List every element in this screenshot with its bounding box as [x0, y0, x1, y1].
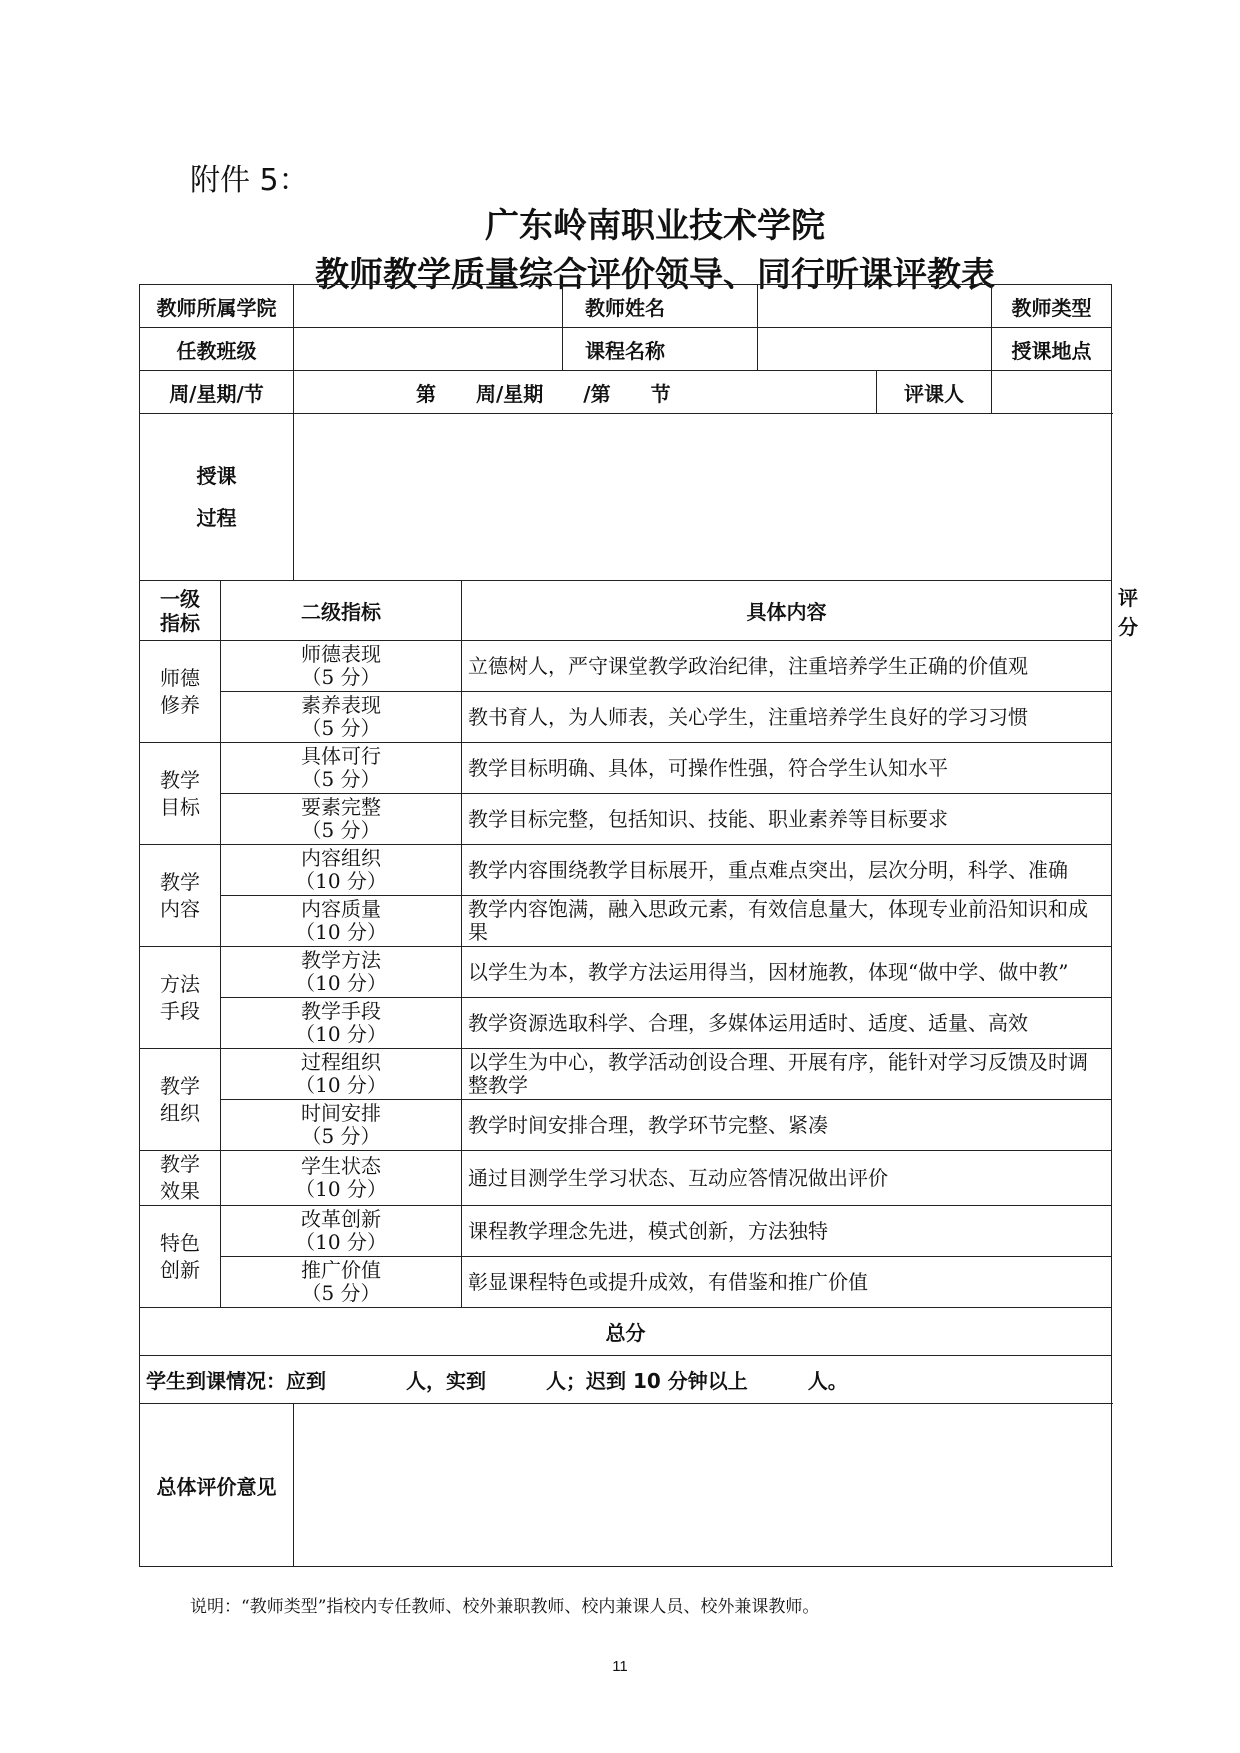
criteria-row [140, 692, 1112, 743]
total-label: 总分 [140, 1308, 1112, 1356]
location-label: 授课地点 [992, 328, 1112, 371]
level2-indicator [221, 1206, 462, 1257]
content-header: 具体内容 [462, 581, 1112, 641]
class-label: 任教班级 [140, 328, 294, 371]
criteria-row [140, 1049, 1112, 1100]
level2-indicator-points: （10 分） [295, 920, 387, 944]
level2-indicator-points: （10 分） [295, 869, 387, 893]
level2-indicator-points: （5 分） [301, 818, 381, 842]
criteria-row [140, 1257, 1112, 1308]
level1-indicator-text: 师德 [160, 665, 200, 690]
criteria-content: 教学内容围绕教学目标展开，重点难点突出，层次分明，科学、准确 [462, 845, 1112, 896]
criteria-row [140, 1100, 1112, 1151]
evaluator-field[interactable] [992, 371, 1112, 414]
level2-indicator [221, 794, 462, 845]
level1-indicator [140, 1206, 221, 1308]
level2-indicator [221, 1100, 462, 1151]
level2-indicator-points: （10 分） [295, 1177, 387, 1201]
criteria-row [140, 743, 1112, 794]
level2-indicator-name: 具体可行 [301, 744, 381, 768]
level1-indicator-text: 内容 [160, 896, 200, 921]
level2-indicator-name: 过程组织 [301, 1050, 381, 1074]
level1-indicator-text: 目标 [160, 794, 200, 819]
level2-indicator-name: 师德表现 [301, 642, 381, 666]
college-field[interactable] [294, 285, 563, 328]
level2-indicator-name: 内容组织 [301, 846, 381, 870]
level1-indicator-text: 教学 [160, 1152, 200, 1176]
level2-indicator-name: 学生状态 [301, 1154, 381, 1178]
level2-indicator-points: （10 分） [295, 1230, 387, 1254]
level1-indicator-text: 创新 [160, 1257, 200, 1282]
level2-indicator [221, 896, 462, 947]
level2-indicator-points: （5 分） [301, 767, 381, 791]
level2-indicator-name: 要素完整 [301, 795, 381, 819]
process-label [140, 414, 294, 581]
evaluator-label: 评课人 [877, 371, 992, 414]
level1-indicator-text: 方法 [160, 971, 200, 996]
footnote: 说明：“教师类型”指校内专任教师、校外兼职教师、校内兼课人员、校外兼课教师。 [190, 1597, 820, 1617]
level1-indicator [140, 641, 221, 743]
criteria-row [140, 1206, 1112, 1257]
level1-indicator-text: 特色 [160, 1230, 200, 1255]
level2-indicator [221, 947, 462, 998]
criteria-row [140, 947, 1112, 998]
level2-indicator [221, 641, 462, 692]
process-label-line2: 过程 [196, 506, 237, 530]
criteria-content: 课程教学理念先进，模式创新，方法独特 [462, 1206, 1112, 1257]
overall-field[interactable] [294, 1404, 1112, 1567]
level1-header [140, 581, 221, 641]
process-field[interactable] [294, 414, 1112, 581]
teacher-name-label: 教师姓名 [563, 285, 758, 328]
criteria-content: 教学时间安排合理，教学环节完整、紧凑 [462, 1100, 1112, 1151]
level1-indicator [140, 845, 221, 947]
document-title: 广东岭南职业技术学院 [485, 206, 825, 246]
level1-indicator-text: 手段 [160, 998, 200, 1023]
process-label-line1: 授课 [196, 464, 237, 488]
criteria-content: 教学目标明确、具体，可操作性强，符合学生认知水平 [462, 743, 1112, 794]
teacher-type-label: 教师类型 [992, 285, 1112, 328]
level2-indicator-name: 时间安排 [301, 1101, 381, 1125]
level1-indicator [140, 1151, 221, 1206]
level1-indicator-text: 教学 [160, 869, 200, 894]
level2-indicator-points: （10 分） [295, 1022, 387, 1046]
attachment-label: 附件 5： [190, 163, 309, 198]
level1-indicator-text: 效果 [160, 1179, 200, 1203]
level2-indicator [221, 692, 462, 743]
teacher-name-field[interactable] [758, 285, 992, 328]
level2-indicator [221, 845, 462, 896]
level1-indicator-text: 修养 [160, 692, 200, 717]
level1-header-line1: 一级 [160, 586, 200, 611]
criteria-row [140, 794, 1112, 845]
criteria-content: 教学目标完整，包括知识、技能、职业素养等目标要求 [462, 794, 1112, 845]
level2-indicator-points: （5 分） [301, 716, 381, 740]
level2-indicator-name: 改革创新 [301, 1207, 381, 1231]
level2-indicator [221, 743, 462, 794]
college-label: 教师所属学院 [140, 285, 294, 328]
level2-indicator-name: 推广价值 [301, 1258, 381, 1282]
level1-indicator-text: 组织 [160, 1100, 200, 1125]
attendance-line[interactable]: 学生到课情况：应到 人，实到 人；迟到 10 分钟以上 人。 [140, 1356, 1112, 1404]
course-name-label: 课程名称 [563, 328, 758, 371]
level2-indicator-name: 内容质量 [301, 897, 381, 921]
level2-indicator-points: （5 分） [301, 1124, 381, 1148]
criteria-content: 通过目测学生学习状态、互动应答情况做出评价 [462, 1151, 1112, 1206]
criteria-content: 教学内容饱满，融入思政元素，有效信息量大，体现专业前沿知识和成果 [462, 896, 1112, 947]
criteria-content: 以学生为中心，教学活动创设合理、开展有序，能针对学习反馈及时调整教学 [462, 1049, 1112, 1100]
overall-label: 总体评价意见 [140, 1404, 294, 1567]
level1-indicator [140, 947, 221, 1049]
level2-indicator-name: 教学方法 [301, 948, 381, 972]
level2-indicator-points: （5 分） [301, 1281, 381, 1305]
level1-indicator [140, 743, 221, 845]
week-label: 周/星期/节 [140, 371, 294, 414]
level1-header-line2: 指标 [160, 610, 200, 635]
criteria-content: 立德树人，严守课堂教学政治纪律，注重培养学生正确的价值观 [462, 641, 1112, 692]
level1-indicator [140, 1049, 221, 1151]
criteria-content: 以学生为本，教学方法运用得当，因材施教，体现“做中学、做中教” [462, 947, 1112, 998]
level2-indicator [221, 1151, 462, 1206]
level2-indicator-points: （10 分） [295, 971, 387, 995]
criteria-row [140, 845, 1112, 896]
level2-indicator-name: 素养表现 [301, 693, 381, 717]
course-name-field[interactable] [758, 328, 992, 371]
level2-indicator [221, 1257, 462, 1308]
level2-indicator [221, 1049, 462, 1100]
criteria-row [140, 998, 1112, 1049]
criteria-content: 彰显课程特色或提升成效，有借鉴和推广价值 [462, 1257, 1112, 1308]
criteria-row [140, 1151, 1112, 1206]
class-field[interactable] [294, 328, 563, 371]
criteria-content: 教书育人，为人师表，关心学生，注重培养学生良好的学习习惯 [462, 692, 1112, 743]
level2-indicator [221, 998, 462, 1049]
criteria-row [140, 641, 1112, 692]
criteria-row [140, 896, 1112, 947]
level1-indicator-text: 教学 [160, 767, 200, 792]
page-number: 11 [612, 1658, 628, 1675]
criteria-content: 教学资源选取科学、合理，多媒体运用适时、适度、适量、高效 [462, 998, 1112, 1049]
level2-indicator-points: （10 分） [295, 1073, 387, 1097]
document-subtitle: 教师教学质量综合评价领导、同行听课评教表 [315, 255, 995, 295]
level2-indicator-name: 教学手段 [301, 999, 381, 1023]
level1-indicator-text: 教学 [160, 1073, 200, 1098]
week-template[interactable]: 第 周/星期 /第 节 [294, 371, 877, 414]
level2-indicator-points: （5 分） [301, 665, 381, 689]
evaluation-form: 教师所属学院 教师姓名 教师类型 任教班级 课程名称 授课地点 周/星期/节 第 周/星期 /第 节 评课人 授课 过程 一级 指标 二级指标 具体内容 评分 师德 修养 师德表现 （5 分） 立德树人，严守课堂教学政治纪律，注重培养学生正确的价值观 素养表现 （5 分） 教书育人，为人师表，关心学生，注重培养学生良好的学习习惯 教学 目标 具体可行 （5 分） 教学目标明确、具体，可操作性强，符合学生认知水平 要素完整 （5 分） 教学目标完整，包括知识、技能、职业素养等目标要求 教学 内容 内容组织 （10 分） 教学内容围绕教学目标展开，重点难点突出，层次分明，科学、准确 内容质量 （10 分） 教学内容饱满，融入思政元素，有效信息量大，体现专业前沿知识和成果 方法 手段 教学方法 （10 分） 以学生为本，教学方法运用得当，因材施教，体现“做中学、做中教” 教学手段 （10 分） 教学资源选取科学、合理，多媒体运用适时、适度、适量、高效 教学 组织 过程组织 （10 分） 以学生为中心，教学活动创设合理、开展有序，能针对学习反馈及时调整教学 时间安排 （5 分） 教学时间安排合理，教学环节完整、紧凑 教学 效果 学生状态 （10 分） 通过目测学生学习状态、互动应答情况做出评价 特色 创新 改革创新 （10 分） 课程教学理念先进，模式创新，方法独特 推广价值 （5 分） 彰显课程特色或提升成效，有借鉴和推广价值 总分 学生到课情况：应到 人，实到 人；迟到 10 分钟以上 人。 总体评价意见 [139, 284, 1112, 1567]
level2-header: 二级指标 [221, 581, 462, 641]
